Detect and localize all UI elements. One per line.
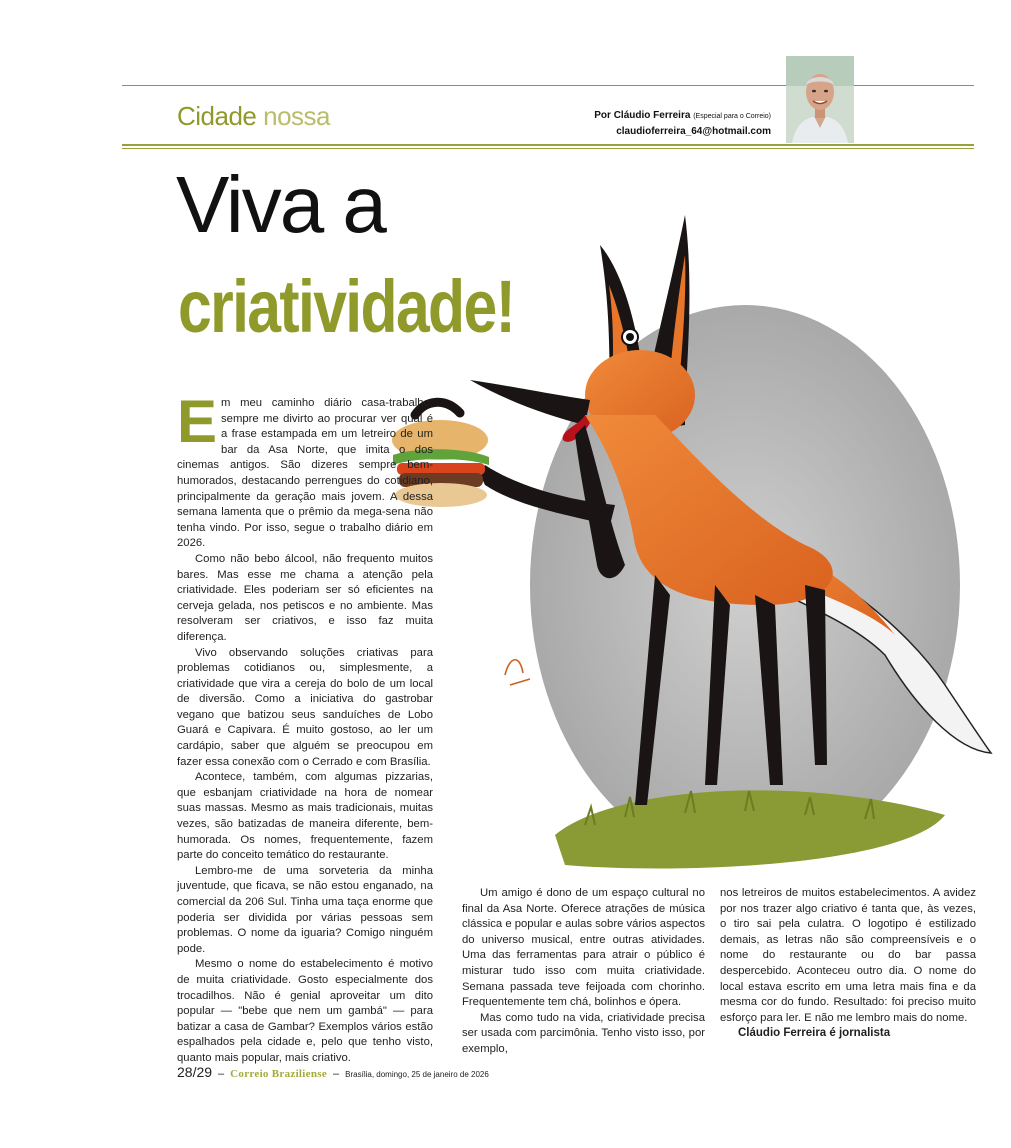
- header-rule-bottom-thin: [122, 148, 974, 149]
- paragraph-7: Um amigo é dono de um espaço cultural no final da Asa Norte. Oferece atrações de música clássica e popular e aulas sobre vários aspectos do universo musical, entre outras atividades. Uma das ferramentas para atrair o público é misturar tudo isso com muita criatividade. Semana passada teve feijoada com chorinho. Frequentemente tem chá, bolinhos e ópera.: [462, 887, 706, 1009]
- headline-line-1: Viva a: [176, 160, 385, 249]
- header-rule-bottom: [122, 144, 974, 146]
- section-title-second: nossa: [263, 101, 331, 131]
- byline-author: Por Cláudio Ferreira: [594, 110, 691, 121]
- paragraph-4: Acontece, também, com algumas pizzarias, que esbanjam criatividade na hora de nomear suas massas. Mesmo as mais tradicionais, muitas vezes, são batizadas de maneira diferente, bem-humorada. Os nomes, frequentemente, fazem parte do conceito temático do restaurante.: [177, 771, 433, 862]
- footer-dash-2: –: [333, 1068, 340, 1080]
- publication-date: Brasília, domingo, 25 de janeiro de 2026: [345, 1070, 489, 1079]
- paragraph-1: [177, 388, 433, 552]
- article-column-1: [177, 388, 433, 1067]
- dropcap: E: [177, 388, 218, 455]
- footer-dash: –: [218, 1068, 225, 1080]
- author-photo: [786, 56, 854, 143]
- paragraph-5: Lembro-me de uma sorveteria da minha juventude, que ficava, se não estou enganado, na comercial da 206 Sul. Tinha uma taça enorme que poderia ser dividida por várias pessoas sem problemas. O nome da iguaria? Comigo ninguém pode.: [177, 864, 433, 955]
- paragraph-2: Como não bebo álcool, não frequento muitos bares. Mas esse me chama a atenção pela criatividade. Eles poderiam ser só eficientes na cerveja gelada, nos petiscos e no ambiente. Mas resolveram ser criativos, e isso faz muita diferença.: [177, 552, 433, 643]
- paragraph-6: Mesmo o nome do estabelecimento é motivo de muita criatividade. Gosto especialmente dos trocadilhos. Não é genial aproveitar um dito popular — "bebe que nem um gambá" — para batizar a casa de Gambar? Exemplos vários estão espalhados pela cidade e, pelo que tenho visto, quanto mais popular, mais criativo.: [177, 958, 433, 1064]
- section-title-first: Cidade: [177, 101, 257, 131]
- paragraph-9: nos letreiros de muitos estabelecimentos. A avidez por nos trazer algo criativo é tanta que, às vezes, o tiro sai pela culatra. O logotipo é estilizado demais, as letras não são compreensíveis e o nome do restaurante ou do bar passa despercebido. Aconteceu outro dia. O nome do local estava escrito em uma letra mais fina e da mesma cor do fundo. Resultado: foi preciso muito esforço para ler. E não me lembro mais do nome.: [720, 887, 976, 1024]
- newspaper-name: Correio Braziliense: [230, 1068, 328, 1080]
- page-numbers: 28/29: [177, 1064, 213, 1080]
- headline-line-2: criatividade!: [178, 265, 515, 348]
- illustration-maned-wolf: [385, 185, 995, 875]
- paragraph-1-text: m meu caminho diário casa-trabalho, sempre me divirto ao procurar ver qual é a frase estampada em um letreiro de um bar da Asa Norte, que imita o dos cinemas antigos. São dizeres sempre bem-humorados, destacando perrengues do cotidiano, principalmente da geração mais jovem. A dessa semana lamenta que o prêmio da mega-sena não tenha vindo. Por isso, segue o trabalho diário em 2026.: [177, 397, 433, 550]
- author-signature: Cláudio Ferreira é jornalista: [738, 1027, 891, 1040]
- article-column-3: [720, 886, 976, 1042]
- byline: [594, 108, 771, 139]
- paragraph-3: Vivo observando soluções criativas para problemas cotidianos ou, simplesmente, a criatividade que vira a cereja do bolo de um local de diversão. Como a iniciativa do gastrobar vegano que batizou seus sanduíches de Lobo Guará e Capivara. É muito gostoso, ao ler um cardápio, saber que alguém se preocupou em fazer essa conexão com o Cerrado e com Brasília.: [177, 646, 433, 768]
- article-column-2: [462, 886, 705, 1058]
- byline-email[interactable]: claudioferreira_64@hotmail.com: [616, 126, 771, 137]
- paragraph-8: Mas como tudo na vida, criatividade precisa ser usada com parcimônia. Tenho visto isso, por exemplo,: [462, 1011, 705, 1055]
- byline-note: (Especial para o Correio): [693, 113, 771, 120]
- section-title: [177, 101, 330, 132]
- page-footer: [177, 1064, 489, 1080]
